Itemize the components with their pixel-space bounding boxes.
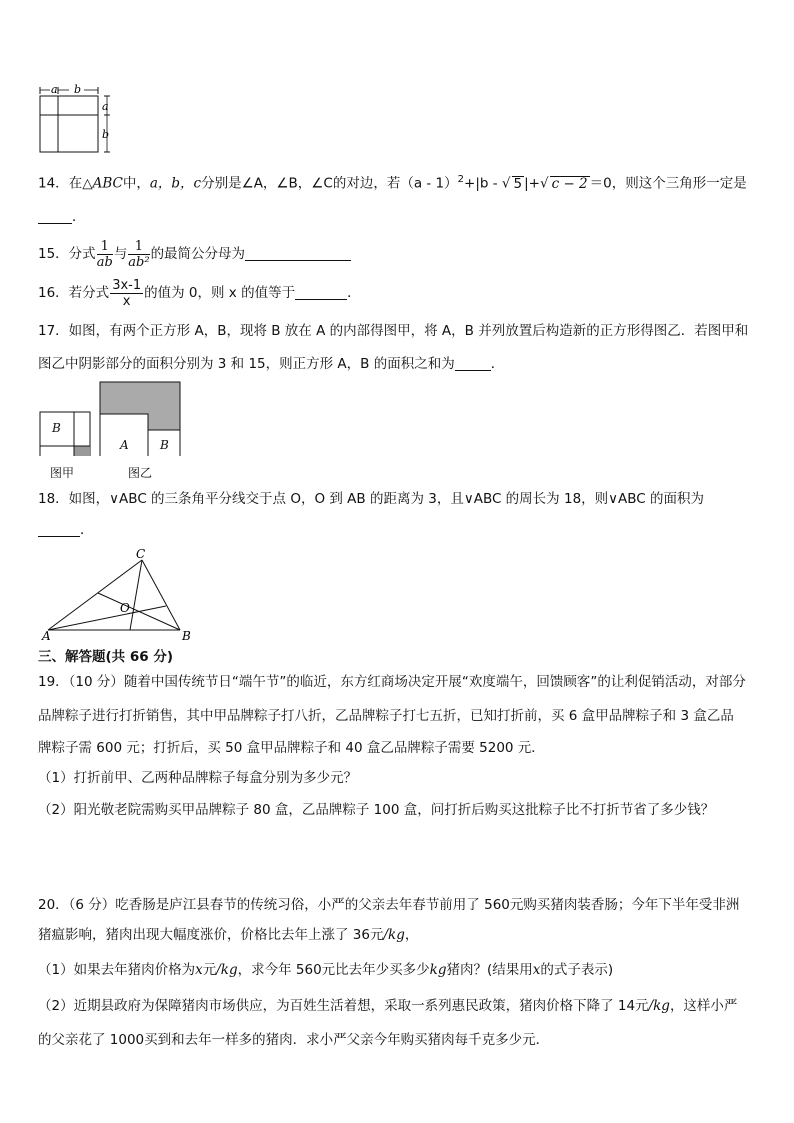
question-19-line-1: 19．（10 分）随着中国传统节日“端午节”的临近，东方红商场决定开展“欢度端午，回馈顾客”的让利促销活动，对部分 [38, 674, 746, 690]
fig13-label-b: b [74, 83, 82, 96]
question-20-sub-1: （1）如果去年猪肉价格为x元/kg，求今年 560元比去年少买多少kg猪肉？(结果用x的式子表示) [38, 962, 614, 978]
question-18: 18．如图，∨ABC 的三条角平分线交于点 O，O 到 AB 的距离为 3，且∨ABC 的周长为 18，则∨ABC 的面积为 [38, 491, 705, 507]
section-3-title: 三、解答题(共 66 分) [38, 649, 174, 665]
fig-jia-label-b: B [52, 421, 61, 435]
q13-figure [36, 82, 116, 162]
point-a-label: A [42, 629, 51, 642]
fig-yi-label-b: B [160, 438, 169, 452]
question-17-line-2: 图乙中阴影部分的面积分别为 3 和 15，则正方形 A，B 的面积之和为 ． [38, 356, 505, 372]
point-o-label: O [120, 601, 130, 615]
fig13-label-a-side: a [102, 100, 109, 113]
fig-yi-caption: 图乙 [128, 466, 153, 480]
fig13-label-b-side: b [102, 128, 110, 141]
question-19-sub-1: （1）打折前甲、乙两种品牌粽子每盒分别为多少元？ [38, 770, 358, 786]
question-19-sub-2: （2）阳光敬老院需购买甲品牌粽子 80 盒，乙品牌粽子 100 盒，问打折后购买这批粽子比不打折节省了多少钱？ [38, 802, 715, 818]
fraction-3x-1-over-x: $\frac{3x-1}{x}$ [112, 277, 142, 309]
answer-blank-14[interactable] [38, 209, 72, 224]
question-14: 14．在△ABC中，a，b，c分别是∠A，∠B，∠C的对边，若（a - 1）$^2$+|b - √ 5 |+√ c − 2 ＝0，则这个三角形一定是 [38, 174, 747, 192]
answer-blank-18[interactable] [38, 522, 80, 537]
fig-yi-label-a: A [120, 438, 129, 452]
fig-jia-caption: 图甲 [50, 466, 75, 480]
question-19-line-2: 品牌粽子进行打折销售，其中甲品牌粽子打八折，乙品牌粽子打七五折，已知打折前，买 6 盒甲品牌粽子和 3 盒乙品 [38, 708, 734, 724]
fraction-1-ab: $\frac{1}{ab}$ [96, 238, 113, 270]
question-17-line-1: 17．如图，有两个正方形 A，B，现将 B 放在 A 的内部得图甲，将 A，B 并列放置后构造新的正方形得图乙．若图甲和 [38, 323, 749, 339]
question-16: 16．若分式 $\frac{3x-1}{x}$ 的值为 0，则 x 的值等于 ． [38, 277, 361, 309]
question-20-sub-2-cont: 的父亲花了 1000买到和去年一样多的猪肉．求小严父亲今年购买猪肉每千克多少元． [38, 1032, 550, 1048]
question-19-line-3: 牌粽子需 600 元；打折后，买 50 盒甲品牌粽子和 40 盒乙品牌粽子需要 5200 元． [38, 740, 545, 756]
question-20-sub-2: （2）近期县政府为保障猪肉市场供应，为百姓生活着想，采取一系列惠民政策，猪肉价格下降了 14元/kg，这样小严 [38, 998, 738, 1014]
answer-blank-17[interactable] [455, 356, 491, 371]
fraction-1-ab2: $\frac{1}{\text{ab²}}$ [128, 238, 150, 270]
point-c-label: C [136, 548, 146, 561]
answer-blank-16[interactable] [295, 285, 347, 300]
question-20-line-2: 猪瘟影响，猪肉出现大幅度涨价，价格比去年上涨了 36元/kg， [38, 927, 419, 943]
fig13-label-a: a [51, 83, 58, 96]
q18-triangle-figure [38, 548, 198, 642]
point-b-label: B [182, 629, 191, 642]
question-15: 15．分式 $\frac{1}{ab}$ 与 $\frac{1}{\text{ab²}}$ 的最简公分母为 [38, 237, 351, 271]
answer-blank-15[interactable] [245, 246, 351, 261]
question-20-line-1: 20．（6 分）吃香肠是庐江县春节的传统习俗，小严的父亲去年春节前用了 560元购买猪肉装香肠；今年下半年受非洲 [38, 897, 740, 913]
question-14-answer: ． [38, 207, 86, 227]
question-18-answer: ． [38, 520, 94, 540]
